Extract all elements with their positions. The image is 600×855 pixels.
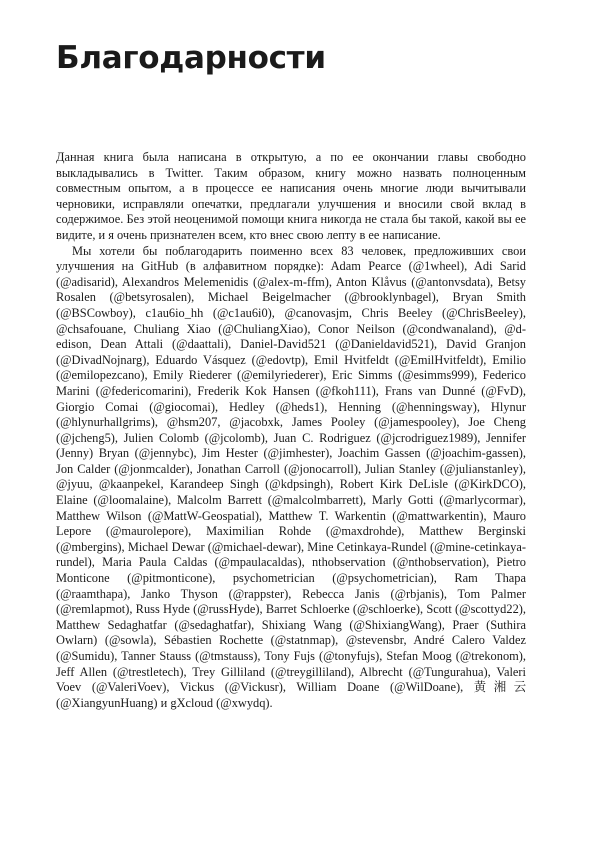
contributors-paragraph: Мы хотели бы поблагодарить поименно всех 83 человек, предложивших свои улучшения на GitHub (в алфавитном порядке): Adam Pearce (@1wheel), Adi Sarid (@adisarid), Alexandros Melemenidis (@alex-m-ffm), Anton Klåvus (@antonvsdata), Betsy Rosalen (@betsyrosalen), Michael Beigelmacher (@brooklynbagel), Bryan Smith (@BSCowboy), c1au6io_hh (@c1au6i0), @canovasjm, Chris Beeley (@ChrisBeeley), @chsafouane, Chuliang Xiao (@ChuliangXiao), Conor Neilson (@condwanaland), @d-edison, Dean Attali (@daattali), Daniel-David521 (@Danieldavid521), David Granjon (@DivadNojnarg), Eduardo Vásquez (@edovtp), Emil Hvitfeldt (@EmilHvitfeldt), Emilio (@emilopezcano), Emily Riederer (@emilyriederer), Eric Simms (@esimms999), Federico Marini (@federicomarini), Frederik Kok Hansen (@fkoh111), Frans van Dunné (@FvD), Giorgio Comai (@giocomai), Hedley (@heds1), Henning (@henningsway), Hlynur (@hlynurhallgrims), @hsm207, @jacobxk, James Pooley (@jamespooley), Joe Cheng (@jcheng5), Julien Colomb (@jcolomb), Juan C. Rodriguez (@jcrodriguez1989), Jennifer (Jenny) Bryan (@jennybc), Jim Hester (@jimhester), Joachim Gassen (@joachim-gassen), Jon Calder (@jonmcalder), Jonathan Carroll (@jonocarroll), Julian Stanley (@julianstanley), @jyuu, @kaanpekel, Karandeep Singh (@kdpsingh), Robert Kirk DeLisle (@KirkDCO), Elaine (@loomalaine), Malcolm Barrett (@malcolmbarrett), Marly Gotti (@marlycormar), Matthew Wilson (@MattW-Geospatial), Matthew T. Warkentin (@mattwarkentin), Mauro Lepore (@maurolepore), Maximilian Rohde (@maxdrohde), Matthew Berginski (@mbergins), Michael Dewar (@michael-dewar), Mine Cetinkaya-Rundel (@mine-cetinkaya-rundel), Maria Paula Caldas (@mpaulacaldas), nthobservation (@nthobservation), Pietro Monticone (@pitmonticone), psychometrician (@psychometrician), Ram Thapa (@raamthapa), Janko Thyson (@rappster), Rebecca Janis (@rbjanis), Tom Palmer (@remlapmot), Russ Hyde (@russHyde), Barret Schloerke (@schloerke), Scott (@scottyd22), Matthew Sedaghatfar (@sedaghatfar), Shixiang Wang (@ShixiangWang), Praer (Suthira Owlarn) (@sowla), Sébastien Rochette (@statnmap), @stevensbr, André Calero Valdez (@Sumidu), Tanner Stauss (@tmstauss), Tony Fujs (@tonyfujs), Stefan Moog (@trekonom), Jeff Allen (@trestletech), Trey Gilliland (@treygilliland), Albrecht (@Tungurahua), Valeri Voev (@ValeriVoev), Vickus (@Vickusr), William Doane (@WilDoane), 黄湘云 (@XiangyunHuang) и gXcloud (@xwydq).: [56, 243, 526, 710]
acknowledgements-body: [56, 150, 526, 711]
page-title: Благодарности: [56, 40, 326, 76]
intro-paragraph: Данная книга была написана в открытую, а по ее окончании главы свободно выкладывались в Twitter. Таким образом, книгу можно назвать полноценным совместным опытом, а в процессе ее написания очень многие люди вычитывали черновики, исправляли опечатки, предлагали улучшения и вносили свой вклад в содержимое. Без этой неоценимой помощи книга никогда не стала бы такой, какой вы ее видите, и я очень признателен всем, кто внес свою лепту в ее написание.: [56, 150, 526, 242]
